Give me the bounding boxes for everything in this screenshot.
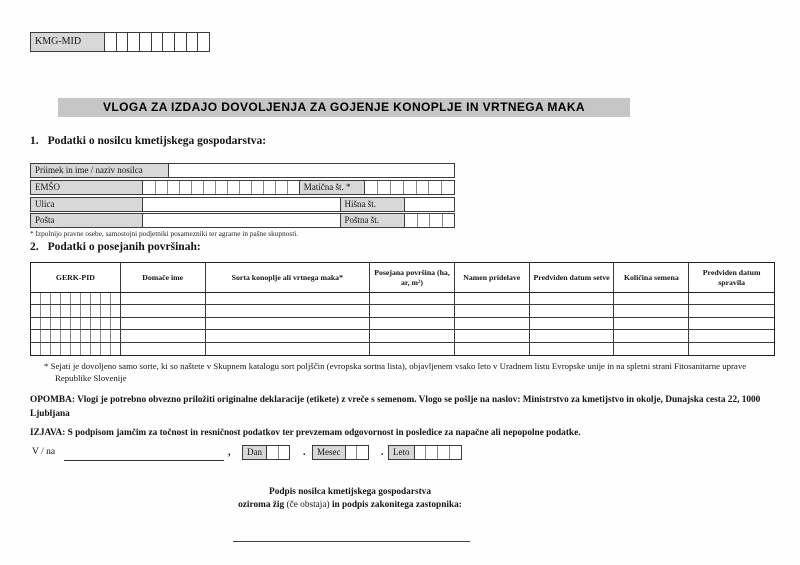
ulica-label: Ulica: [31, 198, 143, 211]
digit-cell[interactable]: [91, 343, 101, 355]
section2-heading-text: Podatki o posejanih površinah:: [47, 241, 201, 253]
digit-cell[interactable]: [128, 33, 140, 51]
crop-cell[interactable]: [530, 330, 615, 341]
digit-cell[interactable]: [41, 330, 51, 341]
section2-heading: [30, 241, 201, 253]
crop-cell[interactable]: [689, 293, 774, 304]
digit-cell[interactable]: [216, 181, 228, 194]
crop-table-row: [31, 293, 774, 305]
digit-cell[interactable]: [443, 214, 454, 227]
crop-cell[interactable]: [455, 305, 530, 316]
digit-cell[interactable]: [51, 343, 61, 355]
digit-cell[interactable]: [357, 446, 368, 459]
gerk-pid-cells[interactable]: [31, 293, 121, 304]
digit-cell[interactable]: [442, 181, 454, 194]
crop-cell[interactable]: [530, 293, 615, 304]
row-name: [30, 163, 455, 178]
digit-cell[interactable]: [276, 181, 288, 194]
hisna-label: Hišna št.: [340, 198, 406, 211]
digit-cell[interactable]: [391, 181, 404, 194]
crop-table-row: [31, 305, 774, 317]
digit-cell[interactable]: [430, 214, 442, 227]
section1-heading-text: Podatki o nosilcu kmetijskega gospodarstva:: [47, 135, 267, 147]
digit-cell[interactable]: [175, 33, 187, 51]
digit-cell[interactable]: [288, 181, 299, 194]
hisna-field[interactable]: [405, 198, 454, 211]
digit-cell[interactable]: [405, 214, 417, 227]
col-header-datum-spravila: Predviden datum spravila: [702, 267, 761, 287]
digit-cell[interactable]: [101, 318, 111, 329]
col-header-domace-ime: Domače ime: [121, 263, 206, 292]
digit-cell[interactable]: [192, 181, 204, 194]
signature-line2-bold2: in podpis zakonitega zastopnika:: [331, 499, 462, 510]
digit-cell[interactable]: [279, 446, 290, 459]
digit-cell[interactable]: [81, 305, 91, 316]
crop-cell[interactable]: [121, 318, 206, 329]
crop-cell[interactable]: [455, 293, 530, 304]
dot-separator-2: .: [381, 447, 384, 458]
crop-cell[interactable]: [614, 293, 689, 304]
gerk-pid-cells[interactable]: [31, 305, 121, 316]
digit-cell[interactable]: [117, 33, 129, 51]
crop-table-row: [31, 318, 774, 330]
digit-cell[interactable]: [41, 293, 51, 304]
digit-cell[interactable]: [51, 293, 61, 304]
digit-cell[interactable]: [101, 343, 111, 355]
digit-cell[interactable]: [429, 181, 442, 194]
crop-cell[interactable]: [206, 293, 371, 304]
year-box: [388, 445, 462, 460]
kmg-mid-cells[interactable]: [105, 33, 209, 51]
crop-table-body: [31, 293, 774, 355]
day-cells[interactable]: [267, 446, 289, 459]
crop-cell[interactable]: [121, 293, 206, 304]
digit-cell[interactable]: [415, 446, 427, 459]
digit-cell[interactable]: [365, 181, 378, 194]
col-header-sorta: Sorta konoplje ali vrtnega maka*: [206, 263, 371, 292]
digit-cell[interactable]: [81, 343, 91, 355]
digit-cell[interactable]: [91, 305, 101, 316]
name-label: Priimek in ime / naziv nosilca: [31, 164, 169, 177]
crop-cell[interactable]: [121, 330, 206, 341]
crop-cell[interactable]: [455, 343, 530, 355]
form-title: VLOGA ZA IZDAJO DOVOLJENJA ZA GOJENJE KONOPLJE IN VRTNEGA MAKA: [58, 98, 630, 117]
signature-line2-normal: (če obstaja): [286, 499, 332, 510]
crop-cell[interactable]: [206, 330, 371, 341]
digit-cell[interactable]: [152, 33, 164, 51]
digit-cell[interactable]: [61, 330, 71, 341]
digit-cell[interactable]: [101, 305, 111, 316]
digit-cell[interactable]: [71, 318, 81, 329]
crop-cell[interactable]: [530, 343, 615, 355]
kmg-mid-label: KMG-MID: [31, 33, 105, 51]
crop-table: [30, 262, 775, 356]
digit-cell[interactable]: [31, 305, 41, 316]
digit-cell[interactable]: [71, 305, 81, 316]
digit-cell[interactable]: [404, 181, 417, 194]
crop-cell[interactable]: [614, 330, 689, 341]
digit-cell[interactable]: [81, 293, 91, 304]
digit-cell[interactable]: [438, 446, 450, 459]
digit-cell[interactable]: [111, 343, 120, 355]
crop-table-row: [31, 330, 774, 342]
digit-cell[interactable]: [91, 293, 101, 304]
posta-field[interactable]: [143, 214, 339, 227]
digit-cell[interactable]: [61, 293, 71, 304]
digit-cell[interactable]: [71, 343, 81, 355]
digit-cell[interactable]: [41, 318, 51, 329]
col-header-namen: Namen pridelave: [455, 263, 530, 292]
digit-cell[interactable]: [187, 33, 199, 51]
crop-table-row: [31, 343, 774, 355]
crop-cell[interactable]: [370, 318, 455, 329]
name-field[interactable]: [169, 164, 454, 177]
dot-separator-1: .: [303, 447, 306, 458]
crop-cell[interactable]: [370, 293, 455, 304]
emso-cells[interactable]: [143, 181, 298, 194]
gerk-pid-cells[interactable]: [31, 330, 121, 341]
digit-cell[interactable]: [61, 318, 71, 329]
crop-cell[interactable]: [689, 318, 774, 329]
ulica-field[interactable]: [143, 198, 339, 211]
digit-cell[interactable]: [101, 330, 111, 341]
digit-cell[interactable]: [31, 343, 41, 355]
digit-cell[interactable]: [51, 318, 61, 329]
digit-cell[interactable]: [41, 305, 51, 316]
month-box: [312, 445, 369, 460]
day-label: Dan: [243, 446, 267, 459]
crop-table-header-row: [31, 263, 774, 293]
posta-label: Pošta: [31, 214, 143, 227]
digit-cell[interactable]: [61, 343, 71, 355]
crop-cell[interactable]: [455, 318, 530, 329]
crop-cell[interactable]: [614, 318, 689, 329]
row-emso: [30, 180, 455, 195]
gerk-pid-cells[interactable]: [31, 343, 121, 355]
digit-cell[interactable]: [378, 181, 391, 194]
digit-cell[interactable]: [228, 181, 240, 194]
col-header-povrsina: Posejana površina (ha, ar, m²): [370, 263, 455, 292]
digit-cell[interactable]: [71, 330, 81, 341]
section1-heading: [30, 135, 266, 147]
crop-cell[interactable]: [206, 305, 371, 316]
digit-cell[interactable]: [111, 305, 120, 316]
digit-cell[interactable]: [111, 330, 120, 341]
crop-cell[interactable]: [206, 318, 371, 329]
crop-cell[interactable]: [614, 343, 689, 355]
digit-cell[interactable]: [163, 33, 175, 51]
emso-label: EMŠO: [31, 181, 143, 194]
crop-cell[interactable]: [530, 305, 615, 316]
comma-separator: ,: [228, 447, 231, 458]
kmg-mid-box: [30, 32, 210, 52]
crop-cell[interactable]: [455, 330, 530, 341]
digit-cell[interactable]: [418, 214, 430, 227]
crop-cell[interactable]: [689, 343, 774, 355]
maticna-cells[interactable]: [365, 181, 454, 194]
place-label: V / na: [32, 447, 56, 457]
section1-footnote: * Izpolnijo pravne osebe, samostojni podjetniki posamezniki ter agrarne in pašne skupnosti.: [30, 229, 299, 238]
digit-cell[interactable]: [31, 330, 41, 341]
year-label: Leto: [389, 446, 415, 459]
postna-label: Poštna št.: [340, 214, 406, 227]
digit-cell[interactable]: [91, 318, 101, 329]
digit-cell[interactable]: [140, 33, 152, 51]
signature-caption-line2: [200, 499, 500, 512]
month-cells[interactable]: [346, 446, 368, 459]
signature-caption: [200, 486, 500, 511]
signature-caption-line1: Podpis nosilca kmetijskega gospodarstva: [269, 487, 431, 497]
digit-cell[interactable]: [31, 293, 41, 304]
crop-cell[interactable]: [689, 330, 774, 341]
crop-cell[interactable]: [614, 305, 689, 316]
digit-cell[interactable]: [105, 33, 117, 51]
digit-cell[interactable]: [51, 330, 61, 341]
digit-cell[interactable]: [101, 293, 111, 304]
crop-cell[interactable]: [121, 305, 206, 316]
postna-cells[interactable]: [405, 214, 454, 227]
digit-cell[interactable]: [71, 293, 81, 304]
digit-cell[interactable]: [143, 181, 155, 194]
digit-cell[interactable]: [81, 318, 91, 329]
digit-cell[interactable]: [91, 330, 101, 341]
maticna-label: Matična št. *: [299, 181, 366, 194]
month-label: Mesec: [313, 446, 346, 459]
crop-cell[interactable]: [370, 343, 455, 355]
izjava-paragraph: IZJAVA: S podpisom jamčim za točnost in resničnost podatkov ter prevzemam odgovornost in posledice za napačne ali nepopolne podatke.: [30, 428, 581, 438]
row-ulica: [30, 197, 455, 212]
crop-cell[interactable]: [206, 343, 371, 355]
year-cells[interactable]: [415, 446, 461, 459]
digit-cell[interactable]: [111, 293, 120, 304]
crop-cell[interactable]: [370, 305, 455, 316]
digit-cell[interactable]: [252, 181, 264, 194]
digit-cell[interactable]: [51, 305, 61, 316]
digit-cell[interactable]: [426, 446, 438, 459]
digit-cell[interactable]: [267, 446, 279, 459]
day-box: [242, 445, 290, 460]
section2-number: 2.: [30, 241, 39, 253]
digit-cell[interactable]: [240, 181, 252, 194]
col-header-gerk-pid: GERK-PID: [31, 263, 121, 292]
digit-cell[interactable]: [81, 330, 91, 341]
section2-footnote: * Sejati je dovoljeno samo sorte, ki so naštete v Skupnem katalogu sort poljščin (evropska sortna lista), objavljenem vsako leto v Uradnem listu Evropske unije in na spletni strani Fitosanitarne uprave Republike Slovenije: [44, 361, 747, 384]
digit-cell[interactable]: [61, 305, 71, 316]
signature-line2-bold1: oziroma žig: [238, 499, 287, 510]
signature-fill-line[interactable]: [233, 541, 470, 542]
digit-cell[interactable]: [450, 446, 461, 459]
digit-cell[interactable]: [264, 181, 276, 194]
digit-cell[interactable]: [156, 181, 168, 194]
opomba-paragraph: OPOMBA: Vlogi je potrebno obvezno priložiti originalne deklaracije (etikete) z vreče s semenom. Vlogo se pošlje na naslov: Ministrstvo za kmetijstvo in okolje, Dunajska cesta 22, 1000 Ljubljana: [30, 395, 761, 419]
crop-cell[interactable]: [370, 330, 455, 341]
digit-cell[interactable]: [204, 181, 216, 194]
gerk-pid-cells[interactable]: [31, 318, 121, 329]
section1-number: 1.: [30, 135, 39, 147]
col-header-datum-setve: Predviden datum setve: [530, 263, 615, 292]
digit-cell[interactable]: [180, 181, 192, 194]
col-header-kolicina: Količina semena: [614, 263, 689, 292]
row-posta: [30, 213, 455, 228]
digit-cell[interactable]: [111, 318, 120, 329]
crop-cell[interactable]: [530, 318, 615, 329]
digit-cell[interactable]: [198, 33, 209, 51]
digit-cell[interactable]: [346, 446, 358, 459]
place-fill-line[interactable]: [64, 460, 224, 461]
digit-cell[interactable]: [168, 181, 180, 194]
crop-cell[interactable]: [121, 343, 206, 355]
digit-cell[interactable]: [31, 318, 41, 329]
crop-cell[interactable]: [689, 305, 774, 316]
digit-cell[interactable]: [41, 343, 51, 355]
digit-cell[interactable]: [417, 181, 430, 194]
